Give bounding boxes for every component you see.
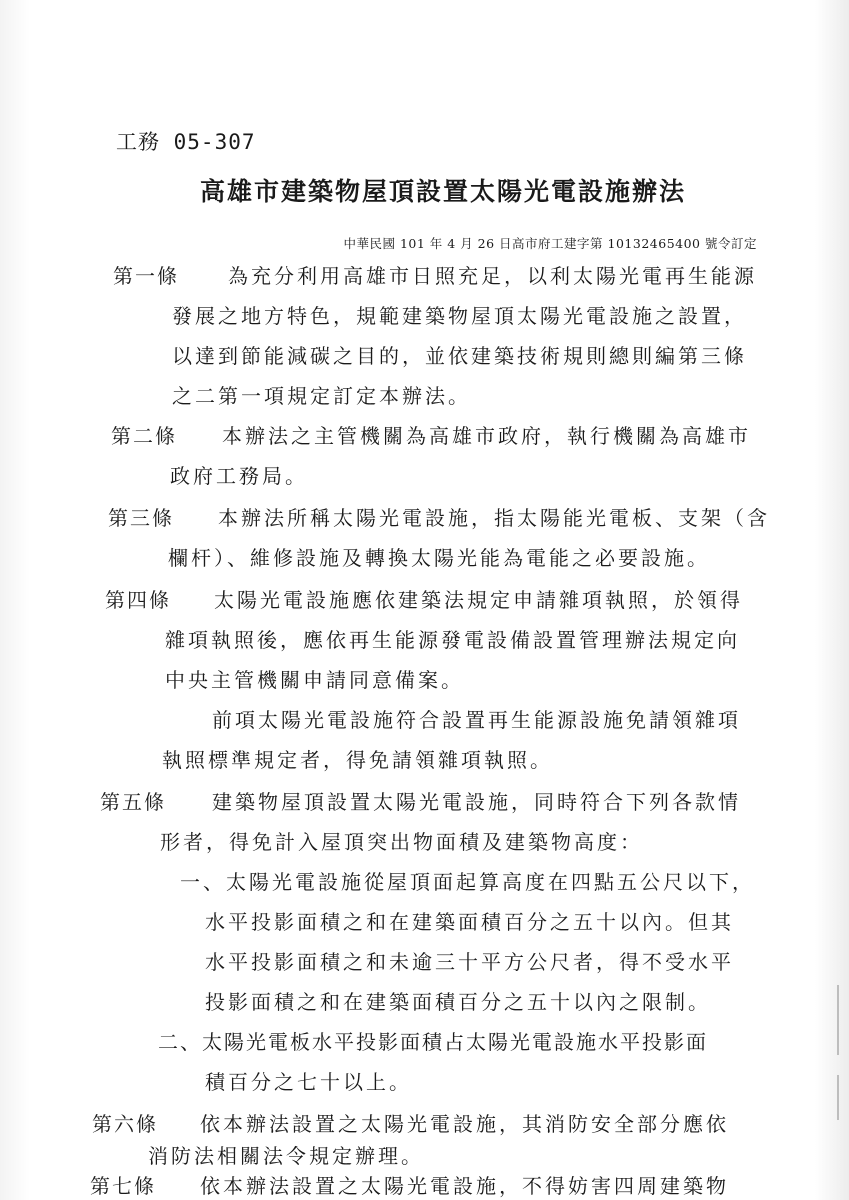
article-5-item-1-line-3: 水平投影面積之和未逾三十平方公尺者，得不受水平 (205, 950, 734, 974)
article-6-line-1: 依本辦法設置之太陽光電設施，其消防安全部分應依 (200, 1112, 729, 1136)
article-7-label: 第七條 (90, 1174, 156, 1198)
article-1-line-4: 之二第一項規定訂定本辦法。 (172, 384, 471, 408)
article-3-line-2: 欄杆）、維修設施及轉換太陽光能為電能之必要設施。 (168, 546, 710, 570)
scan-edge-mark (837, 985, 839, 1055)
article-7-line-1: 依本辦法設置之太陽光電設施，不得妨害四周建築物 (200, 1174, 729, 1198)
article-4-line-1: 太陽光電設施應依建築法規定申請雜項執照，於領得 (214, 588, 743, 612)
article-4-label: 第四條 (105, 588, 171, 612)
article-5-label: 第五條 (100, 790, 166, 814)
article-5-item-2-line-2: 積百分之七十以上。 (205, 1070, 412, 1094)
article-5-item-2: 二、太陽光電板水平投影面積占太陽光電設施水平投影面 (158, 1030, 708, 1054)
scan-edge-mark (837, 1075, 839, 1120)
article-1-line-3: 以達到節能減碳之目的，並依建築技術規則總則編第三條 (172, 344, 747, 368)
article-2-label: 第二條 (111, 424, 177, 448)
article-3-label: 第三條 (108, 506, 174, 530)
article-4-line-5: 執照標準規定者，得免請領雜項執照。 (162, 748, 553, 772)
article-2-line-1: 本辦法之主管機關為高雄市政府，執行機關為高雄市 (222, 424, 751, 448)
article-6-line-2: 消防法相關法令規定辦理。 (148, 1144, 424, 1168)
article-6-label: 第六條 (92, 1112, 158, 1136)
article-2-line-2: 政府工務局。 (170, 464, 308, 488)
article-5-line-1: 建築物屋頂設置太陽光電設施，同時符合下列各款情 (212, 790, 741, 814)
article-5-item-1-line-2: 水平投影面積之和在建築面積百分之五十以內。但其 (205, 910, 734, 934)
article-5-item-1: 一、太陽光電設施從屋頂面起算高度在四點五公尺以下， (180, 870, 755, 894)
article-4-line-4: 前項太陽光電設施符合設置再生能源設施免請領雜項 (212, 708, 741, 732)
article-4-line-3: 中央主管機關申請同意備案。 (165, 668, 464, 692)
article-1-line-1: 為充分利用高雄市日照充足，以利太陽光電再生能源 (228, 264, 757, 288)
article-4-line-2: 雜項執照後，應依再生能源發電設備設置管理辦法規定向 (165, 628, 740, 652)
article-1-label: 第一條 (113, 264, 179, 288)
article-1-line-2: 發展之地方特色，規範建築物屋頂太陽光電設施之設置， (172, 304, 747, 328)
article-3-line-1: 本辦法所稱太陽光電設施，指太陽能光電板、支架（含 (218, 506, 770, 530)
article-5-item-1-line-4: 投影面積之和在建築面積百分之五十以內之限制。 (205, 990, 711, 1014)
article-5-line-2: 形者，得免計入屋頂突出物面積及建築物高度： (160, 830, 643, 854)
document-code: 工務 05-307 (116, 130, 256, 154)
document-title: 高雄市建築物屋頂設置太陽光電設施辦法 (200, 177, 687, 206)
promulgation-note: 中華民國 101 年 4 月 26 日高市府工建字第 10132465400 號令訂定 (343, 236, 757, 251)
